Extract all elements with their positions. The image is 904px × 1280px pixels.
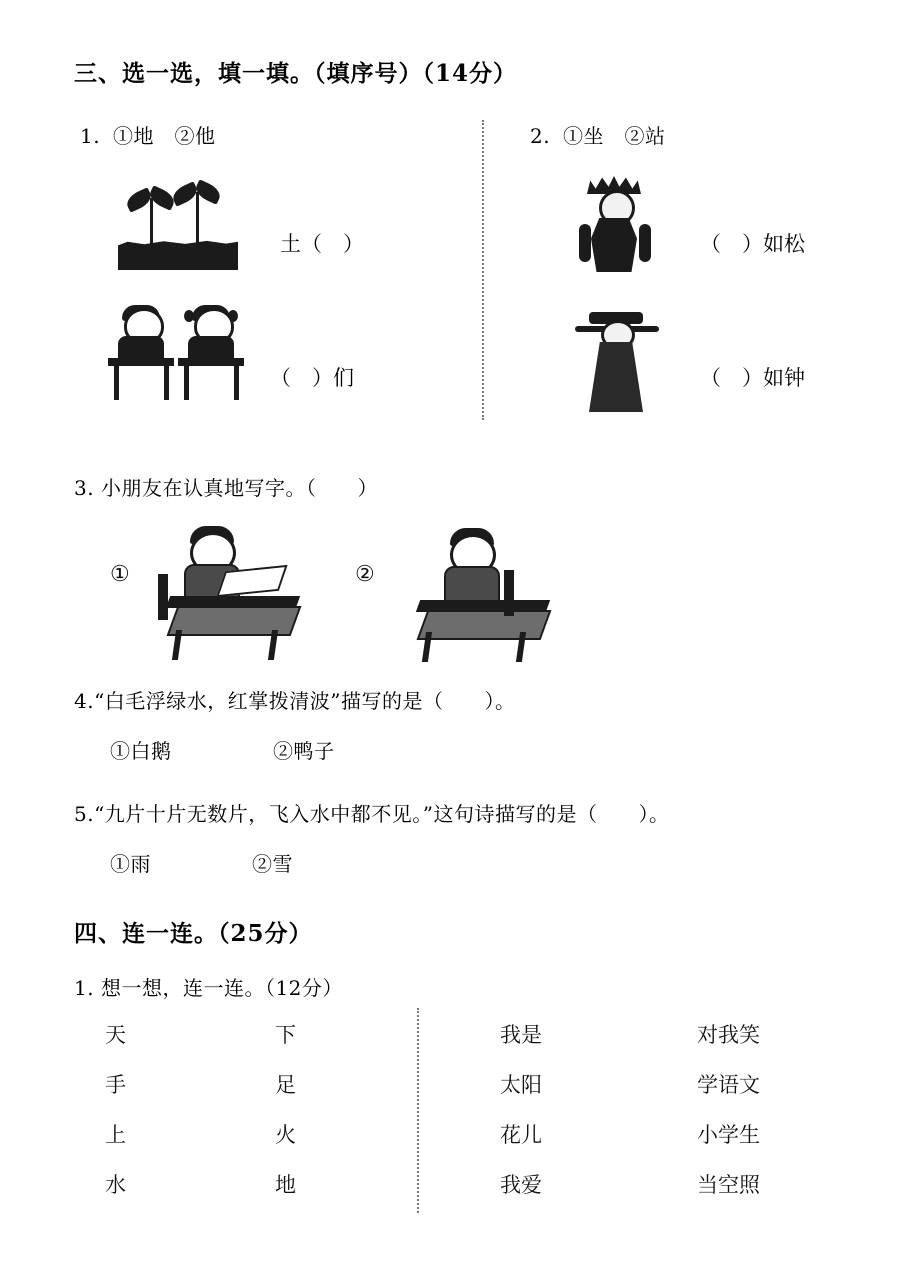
match-item[interactable]: 对我笑 <box>697 1023 760 1047</box>
opera-standing-illustration <box>575 176 655 286</box>
soil-shape <box>118 240 238 270</box>
sprout-illustration <box>118 178 238 278</box>
match-item[interactable]: 当空照 <box>697 1173 760 1197</box>
body-shape <box>118 336 164 360</box>
question-3-4-option-2[interactable]: ②鸭子 <box>273 739 335 763</box>
question-3-5-option-2[interactable]: ②雪 <box>252 852 293 876</box>
writing-illustration-2 <box>400 520 570 640</box>
opera-sitting-illustration <box>575 312 659 418</box>
match-column-right-a <box>500 1010 542 1210</box>
desk-leg-a <box>114 366 119 400</box>
vertical-divider-bottom <box>417 1008 419 1213</box>
option-label-3-3-1[interactable]: ① <box>110 562 130 587</box>
student-figure-left <box>110 308 172 406</box>
desk-top <box>178 358 244 366</box>
question-3-4-text: 4.“白毛浮绿水，红掌拨清波”描写的是（ ）。 <box>74 689 516 713</box>
student-figure-right <box>180 308 242 406</box>
desk-leg-b <box>164 366 169 400</box>
question-3-2-number: 2. <box>530 124 551 148</box>
chair-shape <box>158 574 168 620</box>
answer-blank-3-2-a[interactable]: （ ）如松 <box>700 232 805 256</box>
option-label-3-3-2[interactable]: ② <box>355 562 375 587</box>
chair-shape <box>504 570 514 616</box>
match-item[interactable]: 足 <box>275 1073 296 1097</box>
students-illustration <box>110 308 250 408</box>
question-3-5-text: 5.“九片十片无数片，飞入水中都不见。”这句诗描写的是（ ）。 <box>74 802 670 826</box>
writing-illustration-1 <box>150 520 320 640</box>
answer-blank-3-2-b[interactable]: （ ）如钟 <box>700 366 805 390</box>
section-3-title: 三、选一选，填一填。（填序号）（14分） <box>74 60 518 87</box>
match-item[interactable]: 下 <box>275 1023 296 1047</box>
question-3-2-options: ①坐 ②站 <box>562 124 666 148</box>
sleeve-right <box>639 224 651 262</box>
body-shape <box>188 336 234 360</box>
robe-shape <box>589 342 643 412</box>
desk-top <box>108 358 174 366</box>
match-item[interactable]: 学语文 <box>697 1073 760 1097</box>
section-4-title: 四、连一连。（25分） <box>74 920 313 947</box>
sleeve-left <box>579 224 591 262</box>
sprout-stem-left <box>150 198 153 246</box>
desk-front <box>167 606 302 636</box>
match-item[interactable]: 小学生 <box>697 1123 760 1147</box>
match-item[interactable]: 太阳 <box>500 1073 542 1097</box>
question-3-1-options: ①地 ②他 <box>112 124 216 148</box>
desk-leg-a <box>184 366 189 400</box>
question-3-1-number: 1. <box>80 124 101 148</box>
match-item[interactable]: 水 <box>105 1173 126 1197</box>
match-item[interactable]: 我是 <box>500 1023 542 1047</box>
match-item[interactable]: 手 <box>105 1073 126 1097</box>
match-item[interactable]: 地 <box>275 1173 296 1197</box>
match-column-right-b <box>697 1010 760 1210</box>
desk-front <box>417 610 552 640</box>
match-column-left-a <box>105 1010 126 1210</box>
match-column-left-b <box>275 1010 296 1210</box>
match-item[interactable]: 花儿 <box>500 1123 542 1147</box>
match-item[interactable]: 火 <box>275 1123 296 1147</box>
match-item[interactable]: 上 <box>105 1123 126 1147</box>
desk-leg-b <box>234 366 239 400</box>
sprout-stem-right <box>196 192 199 246</box>
question-3-4-option-1[interactable]: ①白鹅 <box>110 739 172 763</box>
answer-blank-3-1-b[interactable]: （ ）们 <box>270 366 354 390</box>
match-item[interactable]: 天 <box>105 1023 126 1047</box>
question-3-1-header <box>80 120 215 149</box>
question-4-1-text: 1. 想一想，连一连。（12分） <box>74 976 343 1000</box>
body-shape <box>591 218 637 272</box>
question-3-5-option-1[interactable]: ①雨 <box>110 852 151 876</box>
match-item[interactable]: 我爱 <box>500 1173 542 1197</box>
question-3-2-header <box>530 120 665 149</box>
answer-blank-3-1-a[interactable]: 土（ ） <box>280 232 364 256</box>
vertical-divider-top <box>482 120 484 420</box>
question-3-3-text: 3. 小朋友在认真地写字。（ ） <box>74 476 378 500</box>
